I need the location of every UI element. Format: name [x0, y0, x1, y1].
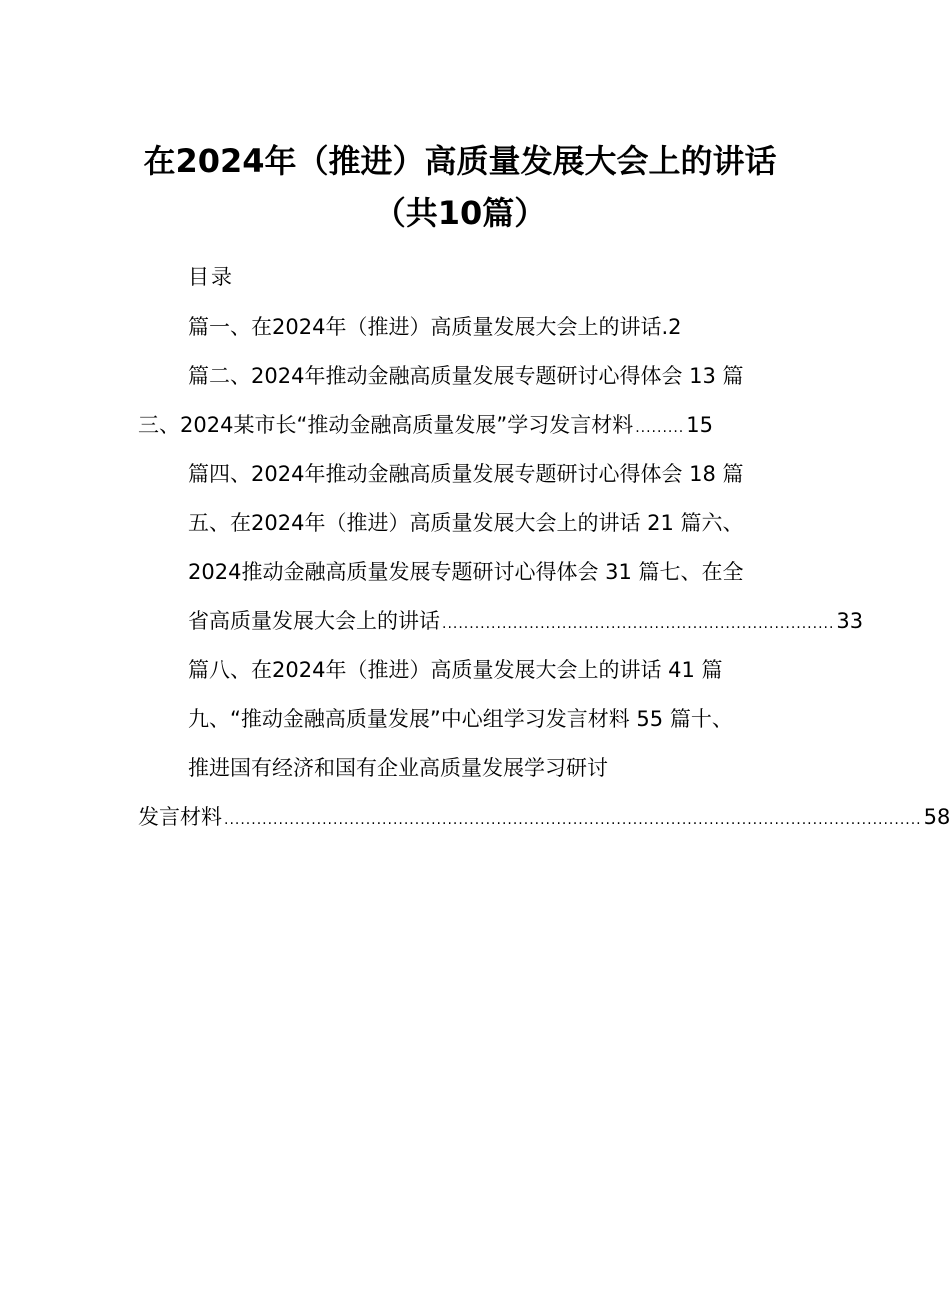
document-subtitle: （共10篇）: [373, 194, 547, 232]
toc-entry-text: 三、2024某市长“推动金融高质量发展”学习发言材料: [138, 413, 634, 437]
toc-entry-text: 省高质量发展大会上的讲话: [188, 609, 440, 633]
toc-entry: 推进国有经济和国有企业高质量发展学习研讨: [188, 756, 608, 780]
toc-dot-leader: ........................................................................: [442, 616, 835, 632]
toc-entry: 篇八、在2024年（推进）高质量发展大会上的讲话 41 篇: [188, 658, 723, 682]
toc-entry: [138, 410, 778, 440]
toc-page-number: 15: [686, 413, 713, 437]
toc-entry: 五、在2024年（推进）高质量发展大会上的讲话 21 篇六、: [188, 511, 744, 535]
toc-entry: 篇二、2024年推动金融高质量发展专题研讨心得体会 13 篇: [188, 364, 744, 388]
toc-dot-leader: .........: [635, 420, 685, 436]
toc-entry: 篇一、在2024年（推进）高质量发展大会上的讲话.2: [188, 315, 682, 339]
toc-page-number: 33: [836, 609, 864, 633]
toc-entry-text: 发言材料: [138, 805, 222, 829]
document-title: 在2024年（推进）高质量发展大会上的讲话: [143, 142, 777, 180]
toc-entry: [188, 606, 864, 636]
toc-entry: 2024推动金融高质量发展专题研讨心得体会 31 篇七、在全: [188, 560, 744, 584]
toc-entry: 篇四、2024年推动金融高质量发展专题研讨心得体会 18 篇: [188, 462, 744, 486]
toc-entry: 九、“推动金融高质量发展”中心组学习发言材料 55 篇十、: [188, 707, 733, 731]
toc-heading: 目录: [188, 265, 234, 289]
toc-entry: [138, 802, 950, 832]
toc-dot-leader: ................................................................................................................................: [224, 812, 922, 828]
toc-page-number: 58: [923, 805, 950, 829]
